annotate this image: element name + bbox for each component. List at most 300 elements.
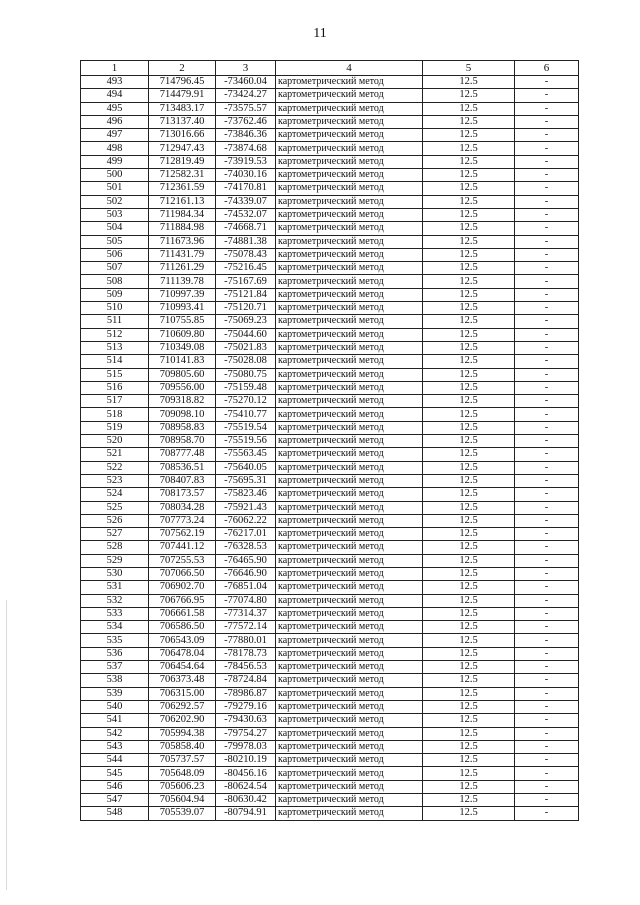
y-coordinate-cell: -73424.27 bbox=[216, 89, 276, 102]
x-coordinate-cell: 707066.50 bbox=[149, 567, 216, 580]
method-cell: картометрический метод bbox=[276, 714, 423, 727]
y-coordinate-cell: -75044.60 bbox=[216, 328, 276, 341]
table-row bbox=[81, 142, 579, 155]
y-coordinate-cell: -80624.54 bbox=[216, 780, 276, 793]
note-cell: - bbox=[515, 661, 579, 674]
x-coordinate-cell: 711884.98 bbox=[149, 222, 216, 235]
precision-cell: 12.5 bbox=[423, 262, 515, 275]
note-cell: - bbox=[515, 448, 579, 461]
point-number-cell: 540 bbox=[81, 700, 149, 713]
x-coordinate-cell: 710349.08 bbox=[149, 341, 216, 354]
x-coordinate-cell: 708173.57 bbox=[149, 488, 216, 501]
method-cell: картометрический метод bbox=[276, 129, 423, 142]
point-number-cell: 514 bbox=[81, 355, 149, 368]
y-coordinate-cell: -78986.87 bbox=[216, 687, 276, 700]
note-cell: - bbox=[515, 567, 579, 580]
precision-cell: 12.5 bbox=[423, 102, 515, 115]
note-cell: - bbox=[515, 727, 579, 740]
note-cell: - bbox=[515, 594, 579, 607]
precision-cell: 12.5 bbox=[423, 700, 515, 713]
y-coordinate-cell: -76217.01 bbox=[216, 528, 276, 541]
note-cell: - bbox=[515, 687, 579, 700]
note-cell: - bbox=[515, 621, 579, 634]
precision-cell: 12.5 bbox=[423, 355, 515, 368]
x-coordinate-cell: 710755.85 bbox=[149, 315, 216, 328]
point-number-cell: 536 bbox=[81, 647, 149, 660]
table-row bbox=[81, 700, 579, 713]
method-cell: картометрический метод bbox=[276, 594, 423, 607]
x-coordinate-cell: 706543.09 bbox=[149, 634, 216, 647]
point-number-cell: 512 bbox=[81, 328, 149, 341]
point-number-cell: 538 bbox=[81, 674, 149, 687]
table-row bbox=[81, 76, 579, 89]
table-row bbox=[81, 581, 579, 594]
x-coordinate-cell: 706586.50 bbox=[149, 621, 216, 634]
precision-cell: 12.5 bbox=[423, 328, 515, 341]
x-coordinate-cell: 711431.79 bbox=[149, 248, 216, 261]
x-coordinate-cell: 706292.57 bbox=[149, 700, 216, 713]
method-cell: картометрический метод bbox=[276, 807, 423, 820]
point-number-cell: 498 bbox=[81, 142, 149, 155]
point-number-cell: 504 bbox=[81, 222, 149, 235]
y-coordinate-cell: -76465.90 bbox=[216, 554, 276, 567]
method-cell: картометрический метод bbox=[276, 501, 423, 514]
point-number-cell: 519 bbox=[81, 421, 149, 434]
precision-cell: 12.5 bbox=[423, 727, 515, 740]
point-number-cell: 533 bbox=[81, 607, 149, 620]
table-row bbox=[81, 302, 579, 315]
y-coordinate-cell: -75921.43 bbox=[216, 501, 276, 514]
table-row bbox=[81, 102, 579, 115]
precision-cell: 12.5 bbox=[423, 607, 515, 620]
precision-cell: 12.5 bbox=[423, 674, 515, 687]
point-number-cell: 495 bbox=[81, 102, 149, 115]
note-cell: - bbox=[515, 607, 579, 620]
note-cell: - bbox=[515, 647, 579, 660]
x-coordinate-cell: 709318.82 bbox=[149, 395, 216, 408]
table-row bbox=[81, 607, 579, 620]
y-coordinate-cell: -73460.04 bbox=[216, 76, 276, 89]
method-cell: картометрический метод bbox=[276, 727, 423, 740]
precision-cell: 12.5 bbox=[423, 634, 515, 647]
method-cell: картометрический метод bbox=[276, 634, 423, 647]
precision-cell: 12.5 bbox=[423, 767, 515, 780]
point-number-cell: 520 bbox=[81, 435, 149, 448]
note-cell: - bbox=[515, 461, 579, 474]
point-number-cell: 535 bbox=[81, 634, 149, 647]
precision-cell: 12.5 bbox=[423, 315, 515, 328]
method-cell: картометрический метод bbox=[276, 169, 423, 182]
point-number-cell: 529 bbox=[81, 554, 149, 567]
y-coordinate-cell: -80456.16 bbox=[216, 767, 276, 780]
table-row bbox=[81, 208, 579, 221]
precision-cell: 12.5 bbox=[423, 302, 515, 315]
x-coordinate-cell: 712819.49 bbox=[149, 155, 216, 168]
method-cell: картометрический метод bbox=[276, 355, 423, 368]
point-number-cell: 494 bbox=[81, 89, 149, 102]
table-row bbox=[81, 288, 579, 301]
x-coordinate-cell: 710997.39 bbox=[149, 288, 216, 301]
y-coordinate-cell: -77074.80 bbox=[216, 594, 276, 607]
x-coordinate-cell: 712361.59 bbox=[149, 182, 216, 195]
precision-cell: 12.5 bbox=[423, 368, 515, 381]
x-coordinate-cell: 711673.96 bbox=[149, 235, 216, 248]
note-cell: - bbox=[515, 395, 579, 408]
note-cell: - bbox=[515, 514, 579, 527]
method-cell: картометрический метод bbox=[276, 302, 423, 315]
precision-cell: 12.5 bbox=[423, 182, 515, 195]
table-header-row bbox=[81, 61, 579, 76]
point-number-cell: 545 bbox=[81, 767, 149, 780]
y-coordinate-cell: -75121.84 bbox=[216, 288, 276, 301]
table-row bbox=[81, 421, 579, 434]
method-cell: картометрический метод bbox=[276, 208, 423, 221]
method-cell: картометрический метод bbox=[276, 607, 423, 620]
note-cell: - bbox=[515, 288, 579, 301]
y-coordinate-cell: -78724.84 bbox=[216, 674, 276, 687]
point-number-cell: 548 bbox=[81, 807, 149, 820]
point-number-cell: 524 bbox=[81, 488, 149, 501]
method-cell: картометрический метод bbox=[276, 381, 423, 394]
note-cell: - bbox=[515, 581, 579, 594]
note-cell: - bbox=[515, 115, 579, 128]
table-row bbox=[81, 169, 579, 182]
x-coordinate-cell: 706766.95 bbox=[149, 594, 216, 607]
header-col-5: 5 bbox=[423, 61, 515, 76]
note-cell: - bbox=[515, 488, 579, 501]
table-row bbox=[81, 687, 579, 700]
table-row bbox=[81, 275, 579, 288]
note-cell: - bbox=[515, 182, 579, 195]
precision-cell: 12.5 bbox=[423, 381, 515, 394]
method-cell: картометрический метод bbox=[276, 780, 423, 793]
note-cell: - bbox=[515, 767, 579, 780]
method-cell: картометрический метод bbox=[276, 275, 423, 288]
point-number-cell: 513 bbox=[81, 341, 149, 354]
method-cell: картометрический метод bbox=[276, 155, 423, 168]
point-number-cell: 506 bbox=[81, 248, 149, 261]
header-col-1: 1 bbox=[81, 61, 149, 76]
y-coordinate-cell: -79754.27 bbox=[216, 727, 276, 740]
x-coordinate-cell: 706661.58 bbox=[149, 607, 216, 620]
precision-cell: 12.5 bbox=[423, 169, 515, 182]
table-row bbox=[81, 727, 579, 740]
method-cell: картометрический метод bbox=[276, 102, 423, 115]
note-cell: - bbox=[515, 541, 579, 554]
point-number-cell: 496 bbox=[81, 115, 149, 128]
point-number-cell: 500 bbox=[81, 169, 149, 182]
method-cell: картометрический метод bbox=[276, 794, 423, 807]
x-coordinate-cell: 706315.00 bbox=[149, 687, 216, 700]
point-number-cell: 505 bbox=[81, 235, 149, 248]
method-cell: картометрический метод bbox=[276, 288, 423, 301]
y-coordinate-cell: -75823.46 bbox=[216, 488, 276, 501]
note-cell: - bbox=[515, 315, 579, 328]
x-coordinate-cell: 708407.83 bbox=[149, 474, 216, 487]
table-row bbox=[81, 661, 579, 674]
table-row bbox=[81, 262, 579, 275]
x-coordinate-cell: 713483.17 bbox=[149, 102, 216, 115]
method-cell: картометрический метод bbox=[276, 514, 423, 527]
page-number: 11 bbox=[313, 26, 327, 41]
y-coordinate-cell: -75021.83 bbox=[216, 341, 276, 354]
precision-cell: 12.5 bbox=[423, 754, 515, 767]
y-coordinate-cell: -76062.22 bbox=[216, 514, 276, 527]
point-number-cell: 523 bbox=[81, 474, 149, 487]
point-number-cell: 532 bbox=[81, 594, 149, 607]
x-coordinate-cell: 707255.53 bbox=[149, 554, 216, 567]
table-row bbox=[81, 461, 579, 474]
note-cell: - bbox=[515, 235, 579, 248]
point-number-cell: 526 bbox=[81, 514, 149, 527]
note-cell: - bbox=[515, 262, 579, 275]
point-number-cell: 522 bbox=[81, 461, 149, 474]
table-row bbox=[81, 621, 579, 634]
precision-cell: 12.5 bbox=[423, 581, 515, 594]
x-coordinate-cell: 706202.90 bbox=[149, 714, 216, 727]
y-coordinate-cell: -76646.90 bbox=[216, 567, 276, 580]
point-number-cell: 534 bbox=[81, 621, 149, 634]
header-col-3: 3 bbox=[216, 61, 276, 76]
precision-cell: 12.5 bbox=[423, 129, 515, 142]
method-cell: картометрический метод bbox=[276, 461, 423, 474]
method-cell: картометрический метод bbox=[276, 408, 423, 421]
y-coordinate-cell: -79279.16 bbox=[216, 700, 276, 713]
table-row bbox=[81, 368, 579, 381]
x-coordinate-cell: 709556.00 bbox=[149, 381, 216, 394]
y-coordinate-cell: -75159.48 bbox=[216, 381, 276, 394]
x-coordinate-cell: 708777.48 bbox=[149, 448, 216, 461]
precision-cell: 12.5 bbox=[423, 501, 515, 514]
table-row bbox=[81, 807, 579, 820]
method-cell: картометрический метод bbox=[276, 368, 423, 381]
y-coordinate-cell: -75078.43 bbox=[216, 248, 276, 261]
note-cell: - bbox=[515, 807, 579, 820]
method-cell: картометрический метод bbox=[276, 248, 423, 261]
method-cell: картометрический метод bbox=[276, 235, 423, 248]
y-coordinate-cell: -74170.81 bbox=[216, 182, 276, 195]
table-row bbox=[81, 129, 579, 142]
y-coordinate-cell: -74881.38 bbox=[216, 235, 276, 248]
table-row bbox=[81, 89, 579, 102]
note-cell: - bbox=[515, 195, 579, 208]
table-row bbox=[81, 395, 579, 408]
y-coordinate-cell: -75519.56 bbox=[216, 435, 276, 448]
scan-edge-line bbox=[6, 600, 7, 890]
precision-cell: 12.5 bbox=[423, 248, 515, 261]
method-cell: картометрический метод bbox=[276, 674, 423, 687]
x-coordinate-cell: 707773.24 bbox=[149, 514, 216, 527]
header-col-4: 4 bbox=[276, 61, 423, 76]
table-row bbox=[81, 594, 579, 607]
precision-cell: 12.5 bbox=[423, 714, 515, 727]
table-row bbox=[81, 514, 579, 527]
x-coordinate-cell: 710993.41 bbox=[149, 302, 216, 315]
y-coordinate-cell: -79430.63 bbox=[216, 714, 276, 727]
note-cell: - bbox=[515, 700, 579, 713]
x-coordinate-cell: 712947.43 bbox=[149, 142, 216, 155]
x-coordinate-cell: 713016.66 bbox=[149, 129, 216, 142]
x-coordinate-cell: 706454.64 bbox=[149, 661, 216, 674]
method-cell: картометрический метод bbox=[276, 754, 423, 767]
y-coordinate-cell: -74339.07 bbox=[216, 195, 276, 208]
precision-cell: 12.5 bbox=[423, 222, 515, 235]
precision-cell: 12.5 bbox=[423, 448, 515, 461]
method-cell: картометрический метод bbox=[276, 541, 423, 554]
precision-cell: 12.5 bbox=[423, 142, 515, 155]
precision-cell: 12.5 bbox=[423, 435, 515, 448]
y-coordinate-cell: -73846.36 bbox=[216, 129, 276, 142]
y-coordinate-cell: -78456.53 bbox=[216, 661, 276, 674]
y-coordinate-cell: -80794.91 bbox=[216, 807, 276, 820]
method-cell: картометрический метод bbox=[276, 76, 423, 89]
x-coordinate-cell: 708958.70 bbox=[149, 435, 216, 448]
note-cell: - bbox=[515, 740, 579, 753]
method-cell: картометрический метод bbox=[276, 448, 423, 461]
method-cell: картометрический метод bbox=[276, 89, 423, 102]
y-coordinate-cell: -75410.77 bbox=[216, 408, 276, 421]
y-coordinate-cell: -75028.08 bbox=[216, 355, 276, 368]
x-coordinate-cell: 705648.09 bbox=[149, 767, 216, 780]
point-number-cell: 530 bbox=[81, 567, 149, 580]
method-cell: картометрический метод bbox=[276, 328, 423, 341]
x-coordinate-cell: 709098.10 bbox=[149, 408, 216, 421]
point-number-cell: 518 bbox=[81, 408, 149, 421]
precision-cell: 12.5 bbox=[423, 554, 515, 567]
y-coordinate-cell: -75080.75 bbox=[216, 368, 276, 381]
y-coordinate-cell: -75640.05 bbox=[216, 461, 276, 474]
table-row bbox=[81, 501, 579, 514]
method-cell: картометрический метод bbox=[276, 700, 423, 713]
point-number-cell: 507 bbox=[81, 262, 149, 275]
table-row bbox=[81, 155, 579, 168]
note-cell: - bbox=[515, 634, 579, 647]
precision-cell: 12.5 bbox=[423, 488, 515, 501]
point-number-cell: 501 bbox=[81, 182, 149, 195]
table-row bbox=[81, 780, 579, 793]
y-coordinate-cell: -75695.31 bbox=[216, 474, 276, 487]
point-number-cell: 546 bbox=[81, 780, 149, 793]
y-coordinate-cell: -76328.53 bbox=[216, 541, 276, 554]
x-coordinate-cell: 709805.60 bbox=[149, 368, 216, 381]
note-cell: - bbox=[515, 794, 579, 807]
y-coordinate-cell: -73874.68 bbox=[216, 142, 276, 155]
note-cell: - bbox=[515, 714, 579, 727]
method-cell: картометрический метод bbox=[276, 115, 423, 128]
precision-cell: 12.5 bbox=[423, 275, 515, 288]
x-coordinate-cell: 705858.40 bbox=[149, 740, 216, 753]
y-coordinate-cell: -75270.12 bbox=[216, 395, 276, 408]
y-coordinate-cell: -80210.19 bbox=[216, 754, 276, 767]
y-coordinate-cell: -75069.23 bbox=[216, 315, 276, 328]
point-number-cell: 542 bbox=[81, 727, 149, 740]
precision-cell: 12.5 bbox=[423, 794, 515, 807]
point-number-cell: 541 bbox=[81, 714, 149, 727]
point-number-cell: 547 bbox=[81, 794, 149, 807]
note-cell: - bbox=[515, 208, 579, 221]
table-row bbox=[81, 541, 579, 554]
note-cell: - bbox=[515, 248, 579, 261]
note-cell: - bbox=[515, 328, 579, 341]
note-cell: - bbox=[515, 76, 579, 89]
precision-cell: 12.5 bbox=[423, 740, 515, 753]
x-coordinate-cell: 705604.94 bbox=[149, 794, 216, 807]
note-cell: - bbox=[515, 142, 579, 155]
x-coordinate-cell: 713137.40 bbox=[149, 115, 216, 128]
table-row bbox=[81, 767, 579, 780]
note-cell: - bbox=[515, 341, 579, 354]
note-cell: - bbox=[515, 169, 579, 182]
note-cell: - bbox=[515, 275, 579, 288]
y-coordinate-cell: -77314.37 bbox=[216, 607, 276, 620]
x-coordinate-cell: 708034.28 bbox=[149, 501, 216, 514]
x-coordinate-cell: 712161.13 bbox=[149, 195, 216, 208]
note-cell: - bbox=[515, 408, 579, 421]
table-row bbox=[81, 182, 579, 195]
table-row bbox=[81, 567, 579, 580]
x-coordinate-cell: 714479.91 bbox=[149, 89, 216, 102]
method-cell: картометрический метод bbox=[276, 341, 423, 354]
precision-cell: 12.5 bbox=[423, 661, 515, 674]
table-row bbox=[81, 341, 579, 354]
table-row bbox=[81, 554, 579, 567]
coordinates-table bbox=[80, 60, 579, 821]
method-cell: картометрический метод bbox=[276, 195, 423, 208]
point-number-cell: 531 bbox=[81, 581, 149, 594]
table-body bbox=[81, 76, 579, 821]
note-cell: - bbox=[515, 155, 579, 168]
method-cell: картометрический метод bbox=[276, 435, 423, 448]
table-row bbox=[81, 488, 579, 501]
header-col-6: 6 bbox=[515, 61, 579, 76]
note-cell: - bbox=[515, 554, 579, 567]
precision-cell: 12.5 bbox=[423, 474, 515, 487]
note-cell: - bbox=[515, 528, 579, 541]
method-cell: картометрический метод bbox=[276, 488, 423, 501]
x-coordinate-cell: 706373.48 bbox=[149, 674, 216, 687]
method-cell: картометрический метод bbox=[276, 474, 423, 487]
y-coordinate-cell: -79978.03 bbox=[216, 740, 276, 753]
method-cell: картометрический метод bbox=[276, 421, 423, 434]
note-cell: - bbox=[515, 674, 579, 687]
y-coordinate-cell: -74532.07 bbox=[216, 208, 276, 221]
x-coordinate-cell: 712582.31 bbox=[149, 169, 216, 182]
precision-cell: 12.5 bbox=[423, 594, 515, 607]
point-number-cell: 493 bbox=[81, 76, 149, 89]
table-row bbox=[81, 222, 579, 235]
note-cell: - bbox=[515, 355, 579, 368]
precision-cell: 12.5 bbox=[423, 541, 515, 554]
note-cell: - bbox=[515, 474, 579, 487]
x-coordinate-cell: 705539.07 bbox=[149, 807, 216, 820]
point-number-cell: 528 bbox=[81, 541, 149, 554]
table-row bbox=[81, 634, 579, 647]
x-coordinate-cell: 705994.38 bbox=[149, 727, 216, 740]
method-cell: картометрический метод bbox=[276, 740, 423, 753]
note-cell: - bbox=[515, 421, 579, 434]
precision-cell: 12.5 bbox=[423, 208, 515, 221]
x-coordinate-cell: 711261.29 bbox=[149, 262, 216, 275]
table-row bbox=[81, 235, 579, 248]
x-coordinate-cell: 707441.12 bbox=[149, 541, 216, 554]
point-number-cell: 521 bbox=[81, 448, 149, 461]
point-number-cell: 511 bbox=[81, 315, 149, 328]
method-cell: картометрический метод bbox=[276, 262, 423, 275]
note-cell: - bbox=[515, 501, 579, 514]
x-coordinate-cell: 706902.70 bbox=[149, 581, 216, 594]
x-coordinate-cell: 705606.23 bbox=[149, 780, 216, 793]
table-row bbox=[81, 714, 579, 727]
